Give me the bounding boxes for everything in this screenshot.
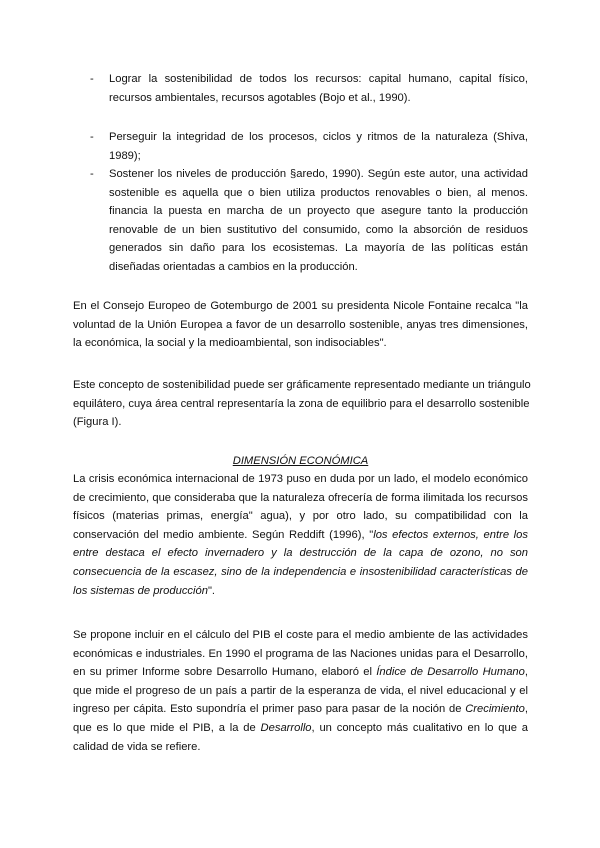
text-line: Lograr la sostenibilidad de todos los recursos: capital humano, capital físico, (109, 73, 528, 85)
text-line (73, 700, 528, 719)
bullet-dash: - (90, 131, 94, 143)
text-line: de crecimiento, que consideraba que la naturaleza ofrecería de forma ilimitada los recursos (73, 491, 528, 504)
text-run: , un concepto más cualitativo en lo que a (311, 721, 528, 734)
text-line: En el Consejo Europeo de Gotemburgo de 2001 su presidenta Nicole Fontaine recalca "la (73, 300, 528, 312)
text-line: la económica, la social y la medioambiental, son indisociables". (73, 337, 387, 350)
quote-run: entre destaca el efecto invernadero y la destrucción de la capa de ozono, no son (73, 547, 528, 560)
text-line (73, 544, 528, 563)
text-line (73, 526, 528, 545)
text-line: Se propone incluir en el cálculo del PIB el coste para el medio ambiente de las actividades (73, 629, 528, 641)
text-line: calidad de vida se refiere. (73, 740, 201, 753)
text-line: (Figura I). (73, 416, 122, 429)
text-run: que es lo que mide el PIB, a la de (73, 721, 261, 734)
bullet-dash: - (90, 168, 94, 180)
text-line: Sostener los niveles de producción §aredo, 1990). Según este autor, una actividad (109, 168, 528, 180)
text-run: en su primer Informe sobre Desarrollo Humano, elaboró el (73, 666, 377, 679)
text-line: financia la puesta en marcha de un proyecto que asegure tanto la producción (109, 205, 528, 218)
text-line: Perseguir la integridad de los procesos, ciclos y ritmos de la naturaleza (Shiva, (109, 131, 528, 143)
text-line: voluntad de la Unión Europea a favor de un desarrollo sostenible, anyas tres dimensiones, (73, 318, 528, 331)
bullet-item (90, 128, 528, 165)
quote-run: consecuencia de la escasez, sino de la independencia e insostenibilidad características de (73, 565, 528, 578)
text-line: que mide el progreso de un país a partir de la esperanza de vida, el nivel educacional y el (73, 684, 528, 697)
text-line: sostenible es aquella que o bien utiliza productos renovables o bien, al menos. (109, 186, 528, 199)
emphasis-run: Crecimiento (465, 703, 525, 716)
quote-run: los sistemas de producción (73, 584, 208, 597)
text-line (73, 719, 528, 738)
emphasis-run: Índice de Desarrollo Humano (376, 666, 525, 679)
text-run: , (524, 666, 528, 679)
text-line: Este concepto de sostenibilidad puede ser gráficamente representado mediante un triángulo (73, 379, 531, 391)
text-run: ". (207, 584, 216, 597)
text-line (73, 582, 528, 601)
text-line (73, 663, 528, 682)
section-heading: DIMENSIÓN ECONÓMICA (232, 455, 369, 467)
text-line: equilátero, cuya área central representaría la zona de equilibrio para el desarrollo sostenible (73, 397, 530, 410)
emphasis-run: Desarrollo (260, 721, 312, 734)
text-line: renovable de un bien sustitutivo del consumido, como la absorción de residuos (109, 223, 528, 236)
paragraph-consejo (73, 297, 528, 353)
paragraph-crisis (73, 470, 528, 600)
text-line: recursos ambientales, recursos agotables (Bojo et al., 1990). (109, 91, 411, 104)
paragraph-concepto (73, 376, 531, 432)
text-line: diseñadas orientadas a cambios en la producción. (109, 260, 358, 273)
text-run: ingreso per cápita. Esto supondría el primer paso para pasar de la noción de (73, 703, 466, 716)
text-run: conservación del medio ambiente. Según Reddift (1996), " (73, 528, 374, 541)
text-line: 1989); (109, 149, 141, 162)
bullet-dash: - (90, 73, 94, 85)
bullet-item (90, 70, 528, 107)
quote-run: los efectos externos, entre los (373, 528, 528, 541)
text-line: generados sin daño para los ecosistemas. La mayoría de las políticas están (109, 242, 528, 255)
paragraph-pib (73, 626, 528, 756)
bullet-item (90, 165, 528, 277)
text-line: económicas e industriales. En 1990 el programa de las Naciones unidas para el Desarrollo, (73, 647, 528, 660)
text-line (73, 563, 528, 582)
text-run: , (524, 703, 528, 716)
text-line: La crisis económica internacional de 1973 puso en duda por un lado, el modelo económico (73, 473, 528, 485)
text-line: físicos (materias primas, energía" agua), y por otro lado, su compatibilidad con la (73, 510, 528, 523)
